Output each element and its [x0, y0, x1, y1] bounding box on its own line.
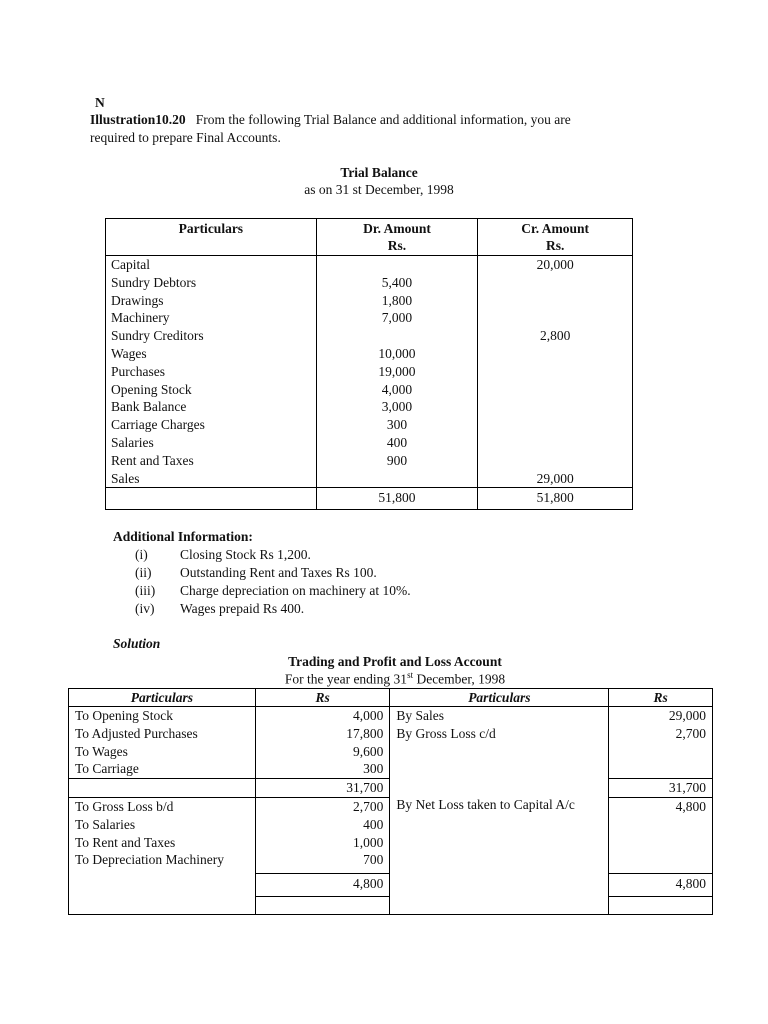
pl-cr-item: By Net Loss taken to Capital A/c: [396, 796, 575, 812]
additional-info-item: [135, 601, 304, 617]
tb-row-dr: 3,000: [381, 399, 413, 415]
tb-row-cr: [483, 309, 627, 327]
trading-cr-amounts: [609, 707, 713, 779]
tb-header-cr: Cr. Amount Rs.: [478, 219, 633, 256]
illustration-line: [90, 112, 571, 128]
pl-dr-amount: 400: [363, 816, 384, 832]
additional-info-number: (ii): [135, 565, 152, 580]
pl-dr-amount: 1,000: [353, 834, 384, 850]
pl-cr-amounts: [609, 797, 713, 874]
additional-info-title: Additional Information:: [113, 529, 253, 544]
trading-cr-particulars: [390, 707, 609, 897]
tb-particulars-column: [106, 256, 317, 488]
tb-row-particulars: Capital: [111, 257, 150, 272]
tb-row-cr: [483, 345, 627, 363]
tpl-header-dr-particulars: Particulars: [69, 689, 256, 707]
tb-row-cr: [483, 416, 627, 434]
pl-total-blank: [69, 874, 256, 897]
tpl-header-row: [69, 689, 713, 707]
additional-info-text: Charge depreciation on machinery at 10%.: [180, 583, 411, 598]
empty-cell: [390, 897, 609, 915]
trading-dr-amount: 4,000: [353, 708, 384, 723]
tb-row-particulars: Purchases: [111, 363, 165, 379]
trading-dr-item: To Wages: [75, 743, 128, 759]
tpl-subtitle: For the year ending 31st December, 1998: [284, 670, 506, 687]
tpl-header-dr-rs: Rs: [255, 689, 390, 707]
tb-row-particulars: Sales: [111, 470, 140, 486]
trading-dr-amounts: [255, 707, 390, 779]
tb-row-dr: 5,400: [381, 274, 413, 290]
trading-dr-item: To Opening Stock: [75, 708, 174, 723]
tb-row-cr: [483, 398, 627, 416]
tb-cr-column: [478, 256, 633, 488]
empty-cell: [255, 897, 390, 915]
trading-cr-amount: 2,700: [675, 725, 706, 741]
trading-total-dr: 31,700: [255, 779, 390, 798]
pl-dr-item: To Depreciation Machinery: [75, 852, 224, 868]
additional-info-item: [135, 565, 377, 581]
tpl-title: Trading and Profit and Loss Account: [288, 654, 502, 669]
trading-total-cr: 31,700: [609, 779, 713, 798]
pl-dr-particulars: [69, 797, 256, 874]
trading-cr-amount: 29,000: [668, 708, 706, 723]
spacer: [396, 743, 602, 796]
additional-info-number: (iii): [135, 583, 156, 598]
illustration-label: Illustration10.20: [90, 112, 186, 127]
trial-balance-total-row: [106, 488, 633, 510]
tb-row-dr: 1,800: [381, 292, 413, 308]
tpl-empty-row: [69, 897, 713, 915]
trading-dr-amount: 9,600: [353, 743, 384, 759]
pl-dr-item: To Gross Loss b/d: [75, 798, 174, 814]
tb-row-cr: [483, 381, 627, 399]
additional-info-text: Outstanding Rent and Taxes Rs 100.: [180, 565, 377, 580]
additional-info-item: [135, 583, 411, 599]
tb-row-cr: [483, 363, 627, 381]
tb-row-particulars: Opening Stock: [111, 381, 192, 397]
trading-dr-item: To Carriage: [75, 761, 139, 777]
tb-row-cr: [483, 452, 627, 470]
additional-info-text: Closing Stock Rs 1,200.: [180, 547, 311, 562]
tb-row-dr: 4,000: [381, 381, 413, 397]
pl-dr-item: To Rent and Taxes: [75, 834, 176, 850]
trial-balance-subtitle: as on 31 st December, 1998: [304, 182, 454, 197]
tb-row-dr: [322, 470, 473, 488]
tb-row-particulars: Bank Balance: [111, 399, 187, 415]
tb-total-cr: 51,800: [478, 488, 633, 510]
tb-row-particulars: Drawings: [111, 292, 164, 308]
tb-row-cr: 20,000: [536, 257, 574, 272]
tb-row-cr: [483, 434, 627, 452]
tpl-header-cr-rs: Rs: [609, 689, 713, 707]
additional-info-item: [135, 547, 311, 563]
tb-row-dr: 900: [386, 452, 408, 468]
trading-cr-item: By Sales: [396, 708, 445, 723]
empty-cell: [69, 897, 256, 915]
trading-dr-particulars: [69, 707, 256, 779]
tb-row-dr: [322, 256, 473, 274]
additional-info-number: (i): [135, 547, 148, 562]
additional-info-number: (iv): [135, 601, 155, 616]
trading-dr-amount: 17,800: [346, 725, 384, 741]
tb-row-dr: 7,000: [381, 310, 413, 326]
tpl-trading-section: [69, 707, 713, 779]
pl-total-cr: 4,800: [609, 874, 713, 897]
pl-dr-amounts: [255, 797, 390, 874]
tb-header-dr: Dr. Amount Rs.: [316, 219, 478, 256]
pl-total-dr: 4,800: [255, 874, 390, 897]
illustration-text: From the following Trial Balance and additional information, you are: [195, 112, 571, 127]
trial-balance-table: [105, 218, 633, 510]
tb-row-cr: 29,000: [536, 470, 574, 486]
trial-balance-body: [106, 256, 633, 488]
trading-dr-amount: 300: [363, 761, 384, 777]
trading-dr-item: To Adjusted Purchases: [75, 725, 198, 741]
trading-pl-table: [68, 688, 713, 915]
trading-cr-item: By Gross Loss c/d: [396, 725, 496, 741]
tb-total-blank: [106, 488, 317, 510]
pl-dr-item: To Salaries: [75, 816, 136, 832]
tb-row-dr: 19,000: [378, 363, 416, 379]
pl-cr-amount: 4,800: [675, 798, 706, 814]
tb-row-dr: [322, 327, 473, 345]
tb-row-particulars: Machinery: [111, 310, 170, 326]
tb-row-particulars: Sundry Debtors: [111, 274, 197, 290]
tb-total-dr: 51,800: [316, 488, 478, 510]
pl-dr-amount: 700: [363, 852, 384, 868]
trial-balance-header-row: [106, 219, 633, 256]
empty-cell: [609, 897, 713, 915]
solution-label: Solution: [113, 636, 161, 651]
tb-row-cr: 2,800: [539, 328, 571, 344]
tb-row-cr: [483, 292, 627, 310]
tb-row-dr: 400: [386, 434, 408, 450]
tb-row-dr: 10,000: [378, 345, 416, 361]
page-letter: N: [95, 95, 105, 110]
pl-dr-amount: 2,700: [353, 798, 384, 814]
tb-row-dr: 300: [386, 417, 408, 433]
tb-row-particulars: Rent and Taxes: [111, 452, 194, 468]
tb-row-particulars: Wages: [111, 345, 147, 361]
tb-row-particulars: Sundry Creditors: [111, 328, 204, 344]
tb-row-particulars: Carriage Charges: [111, 417, 205, 433]
illustration-text-2: required to prepare Final Accounts.: [90, 130, 281, 145]
trading-total-blank: [69, 779, 256, 798]
trial-balance-title: Trial Balance: [340, 165, 418, 180]
tb-header-particulars: Particulars: [106, 219, 317, 256]
tb-dr-column: [316, 256, 478, 488]
tpl-header-cr-particulars: Particulars: [390, 689, 609, 707]
additional-info-text: Wages prepaid Rs 400.: [180, 601, 305, 616]
tb-row-particulars: Salaries: [111, 434, 154, 450]
tb-row-cr: [483, 274, 627, 292]
